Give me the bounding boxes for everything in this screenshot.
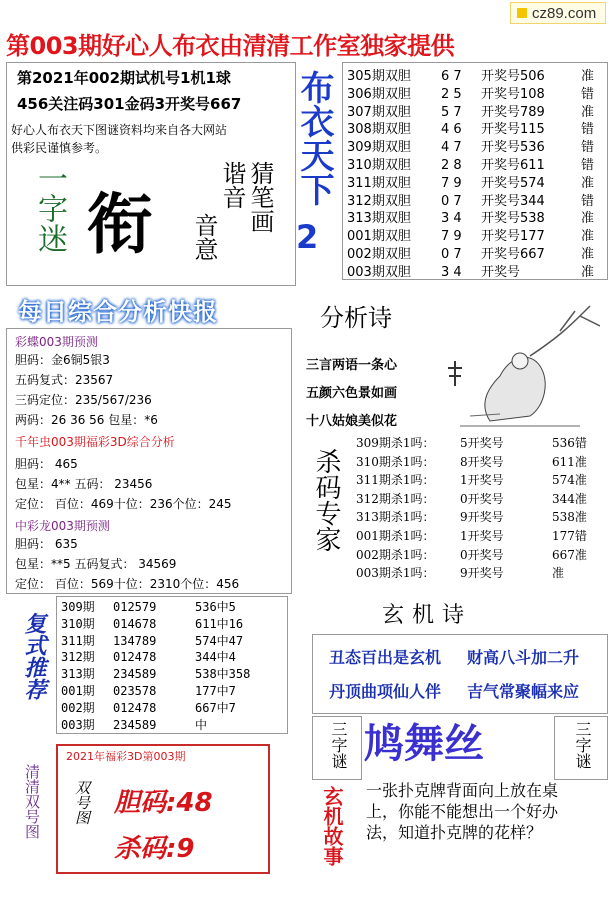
kill-row (356, 453, 587, 470)
fushi-row (61, 648, 236, 665)
history-result: 错 (581, 193, 595, 209)
history-draw: 开奖号536 (481, 140, 545, 156)
fushi-numbers: 023578 (113, 684, 157, 698)
kill-result: 344准 (552, 491, 587, 506)
history-result: 准 (581, 247, 595, 262)
history-period: 313期双胆 (347, 211, 411, 227)
xuanji-line: 丹顶曲项仙人伴 (329, 682, 442, 701)
history-period: 307期双胆 (347, 104, 411, 120)
history-period: 312期双胆 (347, 193, 411, 209)
fushi-row (61, 665, 250, 682)
fushi-result: 538中358 (195, 667, 251, 682)
kill-period: 311期杀1吗： (356, 473, 435, 488)
history-pair: 7 9 (441, 175, 462, 191)
history-row (347, 136, 594, 155)
history-pair: 0 7 (441, 193, 462, 209)
history-draw: 开奖号611 (481, 158, 545, 173)
poem-line: 十八姑娘美似花 (306, 414, 398, 429)
badge-icon (517, 8, 527, 18)
fushi-period: 313期 (61, 667, 95, 682)
kill-value: 5开奖号 (460, 436, 504, 450)
history-period: 310期双胆 (347, 158, 411, 173)
fushi-period: 311期 (61, 633, 95, 648)
analysis-panel (6, 328, 292, 594)
history-draw: 开奖号667 (481, 247, 545, 262)
kill-period: 313期杀1吗： (356, 510, 435, 525)
history-period: 001期双胆 (347, 229, 411, 245)
kill-value: 1开奖号 (460, 473, 504, 488)
xuanji-panel (312, 634, 608, 714)
dan-code: 胆码:48 (114, 788, 213, 818)
history-draw: 开奖号538 (481, 211, 545, 227)
shuanghao-label: 双号图 (73, 780, 91, 825)
fushi-numbers: 012478 (113, 700, 157, 715)
kill-value: 1开奖号 (460, 529, 504, 543)
sanzimi-left-box (312, 716, 362, 780)
kill-label: 杀码专家 (311, 448, 341, 552)
fushi-result: 574中47 (195, 633, 244, 648)
fushi-label: 复式推荐 (21, 612, 46, 700)
history-draw: 开奖号506 (481, 69, 545, 84)
kill-value: 8开奖号 (460, 454, 504, 469)
caidie-title: 彩蝶003期预测 (15, 335, 98, 349)
kill-result: 611准 (552, 454, 587, 469)
history-row (347, 243, 594, 262)
history-result: 准 (581, 229, 595, 245)
fushi-numbers: 234589 (113, 667, 157, 682)
kill-value: 0开奖号 (460, 547, 504, 562)
kill-value: 9开奖号 (460, 566, 504, 581)
story-label: 玄机故事 (320, 786, 344, 866)
kill-row (356, 490, 587, 507)
daily-report-title: 每日综合分析快报 (18, 298, 218, 326)
history-draw: 开奖号574 (481, 175, 545, 191)
history-pair: 2 5 (441, 86, 462, 102)
fushi-numbers: 012579 (113, 600, 157, 614)
history-result: 错 (581, 158, 595, 173)
intro-line-2: 供彩民谨慎参考。 (11, 141, 108, 155)
shuanghao-side-label: 清清双号图 (23, 764, 41, 839)
fushi-period: 310期 (61, 616, 95, 631)
fushi-row (61, 699, 236, 716)
fushi-result: 667中7 (195, 700, 236, 715)
history-result: 准 (581, 175, 595, 191)
fushi-result: 536中5 (195, 600, 236, 614)
history-draw: 开奖号108 (481, 86, 545, 102)
kill-result: 538准 (552, 510, 587, 525)
hint-stroke: 猜笔画 (246, 161, 274, 233)
history-period: 003期双胆 (347, 264, 411, 280)
kill-value: 0开奖号 (460, 491, 504, 506)
fushi-row (61, 598, 236, 615)
shuanghao-panel (56, 744, 270, 874)
history-table (342, 62, 608, 280)
badge-text: cz89.com (532, 4, 597, 22)
yizimi-label: 一字迷 (32, 163, 67, 253)
history-row (347, 172, 594, 191)
fushi-numbers: 234589 (113, 717, 157, 732)
xuanji-line: 丑态百出是玄机 (329, 648, 442, 667)
fushi-row (61, 615, 243, 632)
qny-line: 定位： 百位：469十位：236个位：245 (15, 497, 232, 511)
history-row (347, 118, 594, 137)
history-result: 错 (581, 122, 595, 138)
history-draw: 开奖号177 (481, 229, 545, 245)
kill-result: 准 (552, 566, 565, 581)
top-left-panel (6, 62, 296, 286)
brand-title: 布衣天下 (294, 70, 334, 206)
fushi-period: 001期 (61, 684, 95, 698)
site-badge[interactable] (510, 2, 606, 24)
poem-line: 五颜六色景如画 (306, 386, 398, 401)
history-pair: 2 8 (441, 158, 462, 173)
history-period: 311期双胆 (347, 175, 411, 191)
history-period: 309期双胆 (347, 140, 411, 156)
history-result: 准 (581, 69, 595, 84)
zcl-title: 中彩龙003期预测 (15, 519, 110, 533)
scholar-illustration (440, 296, 600, 436)
kill-row (356, 434, 587, 451)
history-result: 准 (581, 211, 595, 227)
trial-line: 第2021年002期试机号1机1球 (17, 69, 231, 87)
riddle-char: 衔 (87, 185, 153, 263)
caidie-line: 胆码：金6铜5银3 (15, 353, 110, 367)
fushi-table (56, 596, 288, 734)
history-pair: 4 7 (441, 140, 462, 156)
history-period: 002期双胆 (347, 247, 411, 262)
caidie-line: 五码复式：23567 (15, 373, 114, 387)
fushi-result: 177中7 (195, 684, 236, 698)
intro-line: 好心人布衣天下图谜资料均来自各大网站 (11, 123, 228, 137)
kill-result: 536错 (552, 436, 587, 450)
zcl-line: 胆码： 635 (15, 537, 78, 551)
fushi-row (61, 682, 236, 699)
history-period: 308期双胆 (347, 122, 411, 138)
zcl-line: 定位： 百位：569十位：2310个位：456 (15, 577, 240, 591)
xuanji-line: 财高八斗加二升 (467, 648, 580, 667)
qny-line: 包星：4** 五码： 23456 (15, 477, 153, 491)
sanzimi-right-box (554, 716, 608, 780)
kill-period: 001期杀1吗： (356, 529, 435, 543)
history-pair: 5 7 (441, 104, 462, 120)
history-row (347, 154, 594, 173)
poem-title: 分析诗 (320, 304, 392, 332)
fushi-numbers: 014678 (113, 616, 157, 631)
page-title: 第003期好心人布衣由清清工作室独家提供 (6, 32, 455, 60)
kill-period: 309期杀1吗： (356, 436, 435, 450)
focus-line: 456关注码301金码3开奖号667 (17, 95, 242, 113)
sanzimi-right: 三字谜 (573, 721, 592, 769)
history-pair: 4 6 (441, 122, 462, 138)
qny-title: 千年虫003期福彩3D综合分析 (15, 435, 175, 449)
kill-row (356, 564, 564, 581)
history-pair: 0 7 (441, 247, 462, 262)
history-result: 准 (581, 264, 595, 280)
fushi-period: 003期 (61, 717, 95, 732)
brand-number: 2 (296, 218, 319, 256)
kill-result: 574准 (552, 473, 587, 488)
fushi-numbers: 012478 (113, 650, 157, 665)
history-row (347, 65, 594, 84)
history-result: 错 (581, 140, 595, 156)
history-draw: 开奖号 (481, 264, 521, 280)
fushi-row (61, 632, 243, 649)
history-row (347, 190, 594, 209)
hint-meaning: 音意 (190, 213, 218, 261)
history-pair: 7 9 (441, 229, 462, 245)
history-period: 305期双胆 (347, 69, 411, 84)
kill-result: 667准 (552, 547, 587, 562)
kill-table (350, 432, 606, 592)
history-draw: 开奖号789 (481, 104, 545, 120)
kill-row (356, 527, 587, 544)
sanzimi-left: 三字谜 (329, 721, 348, 769)
fushi-numbers: 134789 (113, 633, 157, 648)
qny-line: 胆码： 465 (15, 457, 78, 471)
kill-row (356, 508, 587, 525)
fushi-result: 中 (195, 717, 208, 732)
history-pair: 3 4 (441, 264, 462, 280)
caidie-line: 两码：26 36 56 包星：*6 (15, 413, 158, 427)
fushi-period: 002期 (61, 700, 95, 715)
kill-period: 310期杀1吗： (356, 454, 435, 469)
history-row (347, 261, 594, 280)
kill-row (356, 471, 587, 488)
history-result: 准 (581, 104, 595, 120)
riddle-answer: 鸠舞丝 (364, 721, 484, 767)
history-pair: 6 7 (441, 69, 462, 84)
fushi-result: 611中16 (195, 616, 244, 631)
history-row (347, 207, 594, 226)
kill-result: 177错 (552, 529, 587, 543)
fushi-result: 344中4 (195, 650, 236, 665)
shuanghao-header: 2021年福彩3D第003期 (66, 750, 186, 763)
history-draw: 开奖号115 (481, 122, 545, 138)
hint-homophone: 谐音 (218, 161, 246, 209)
kill-value: 9开奖号 (460, 510, 504, 525)
history-row (347, 101, 594, 120)
history-draw: 开奖号344 (481, 193, 545, 209)
poem-line: 三言两语一条心 (306, 358, 398, 373)
history-result: 错 (581, 86, 595, 102)
kill-period: 003期杀1吗： (356, 566, 435, 581)
fushi-period: 309期 (61, 600, 95, 614)
kill-period: 002期杀1吗： (356, 547, 435, 562)
history-period: 306期双胆 (347, 86, 411, 102)
fushi-period: 312期 (61, 650, 95, 665)
history-row (347, 83, 594, 102)
fushi-row (61, 716, 207, 733)
kill-period: 312期杀1吗： (356, 491, 435, 506)
history-pair: 3 4 (441, 211, 462, 227)
history-row (347, 225, 594, 244)
zcl-line: 包星：**5 五码复式： 34569 (15, 557, 177, 571)
xuanji-title: 玄机诗 (382, 603, 473, 628)
sha-code: 杀码:9 (114, 834, 195, 864)
kill-row (356, 546, 587, 563)
story-text: 一张扑克牌背面向上放在桌上，你能不能想出一个好办法，知道扑克牌的花样？ (366, 781, 559, 842)
xuanji-line: 吉气常聚幅来应 (467, 682, 580, 701)
caidie-line: 三码定位：235/567/236 (15, 393, 152, 407)
